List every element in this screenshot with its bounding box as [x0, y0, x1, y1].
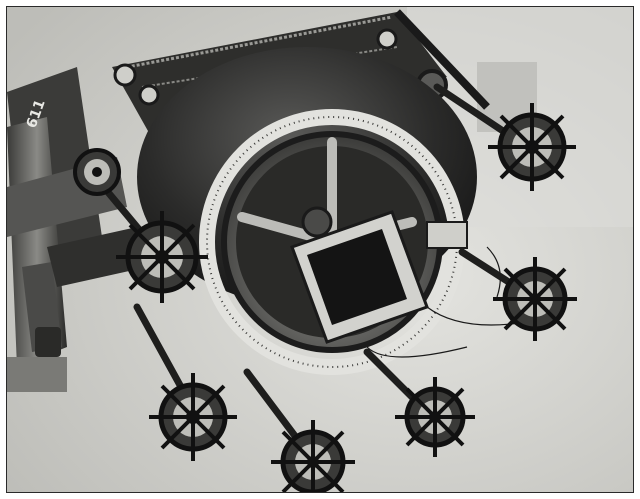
- hand-wheel: [395, 377, 475, 457]
- telescope-photograph: [6, 6, 634, 493]
- hand-wheel: [149, 373, 237, 461]
- tube-label: 611: [23, 97, 49, 131]
- hand-wheel: [75, 150, 119, 194]
- hand-wheel: [493, 257, 577, 341]
- telescope-illustration: [7, 7, 633, 492]
- hand-wheel: [488, 103, 576, 191]
